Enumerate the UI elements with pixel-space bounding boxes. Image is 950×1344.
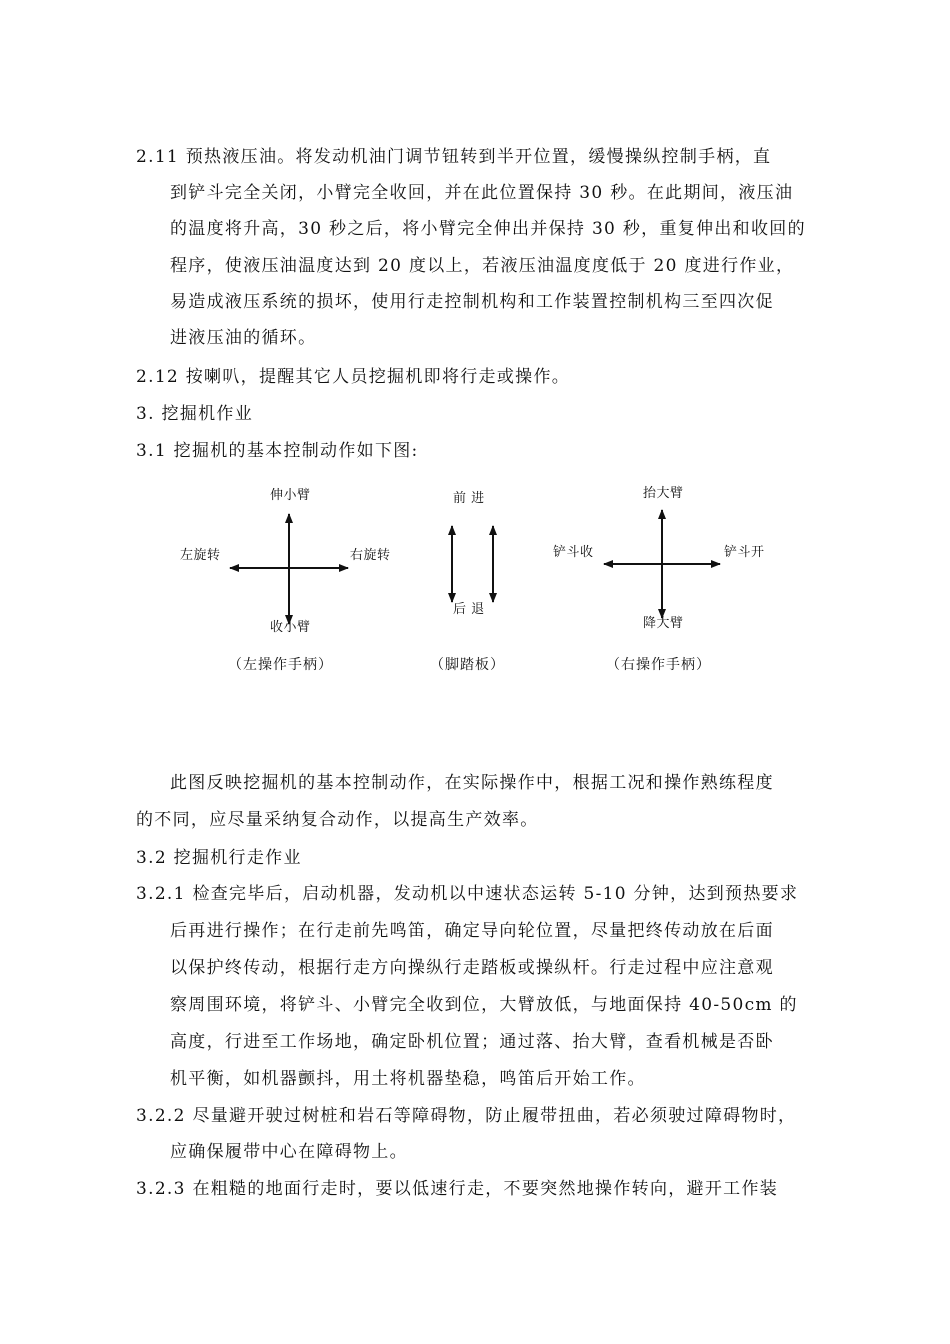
section-2-11-line-3: 的温度将升高，30 秒之后，将小臂完全伸出并保持 30 秒，重复伸出和收回的 <box>170 219 806 239</box>
section-2-11-line-4: 程序，使液压油温度达到 20 度以上，若液压油温度度低于 20 度进行作业， <box>170 256 795 276</box>
label-rotate-right: 右旋转 <box>350 548 391 563</box>
left-handle-cross <box>230 514 348 624</box>
section-3-2-3-line-1: 3.2.3 在粗糙的地面行走时，要以低速行走，不要突然地操作转向，避开工作装 <box>136 1179 779 1199</box>
section-3-2-1-line-3: 以保护终传动，根据行走方向操纵行走踏板或操纵杆。行走过程中应注意观 <box>170 958 774 978</box>
label-retract-small-arm: 收小臂 <box>270 620 311 635</box>
section-3-1: 3.1 挖掘机的基本控制动作如下图: <box>136 441 419 461</box>
control-diagram <box>160 478 800 698</box>
section-3-2-1-line-1: 3.2.1 检查完毕后，启动机器，发动机以中速状态运转 5-10 分钟，达到预热要求 <box>136 884 799 904</box>
section-2-11-line-6: 进液压油的循环。 <box>170 328 317 348</box>
section-2-11-line-5: 易造成液压系统的损坏，使用行走控制机构和工作装置控制机构三至四次促 <box>170 292 774 312</box>
section-3-heading: 3. 挖掘机作业 <box>136 404 254 424</box>
label-extend-small-arm: 伸小臂 <box>270 488 311 503</box>
note-line-2: 的不同，应尽量采纳复合动作，以提高生产效率。 <box>136 810 539 830</box>
section-2-11-line-2: 到铲斗完全关闭，小臂完全收回，并在此位置保持 30 秒。在此期间，液压油 <box>170 183 794 203</box>
caption-right-handle: （右操作手柄） <box>606 657 711 673</box>
section-3-2-1-line-2: 后再进行操作；在行走前先鸣笛，确定导向轮位置，尽量把终传动放在后面 <box>170 921 774 941</box>
label-bucket-open: 铲斗开 <box>724 545 765 560</box>
section-2-11-line-1: 2.11 预热液压油。将发动机油门调节钮转到半开位置，缓慢操纵控制手柄，直 <box>136 147 772 167</box>
label-bucket-close: 铲斗收 <box>553 545 594 560</box>
section-3-2-2-line-1: 3.2.2 尽量避开驶过树桩和岩石等障碍物，防止履带扭曲，若必须驶过障碍物时， <box>136 1106 797 1126</box>
label-rotate-left: 左旋转 <box>180 548 221 563</box>
label-forward: 前 进 <box>453 491 485 506</box>
section-3-2-2-line-2: 应确保履带中心在障碍物上。 <box>170 1142 408 1162</box>
label-raise-boom: 抬大臂 <box>643 486 684 501</box>
right-handle-cross <box>604 510 720 618</box>
section-3-2-1-line-6: 机平衡，如机器颤抖，用土将机器垫稳，鸣笛后开始工作。 <box>170 1069 646 1089</box>
label-backward: 后 退 <box>453 602 485 617</box>
label-lower-boom: 降大臂 <box>643 616 684 631</box>
pedal-arrows <box>452 526 493 602</box>
caption-left-handle: （左操作手柄） <box>228 657 333 673</box>
section-3-2-1-line-5: 高度，行进至工作场地，确定卧机位置；通过落、抬大臂，查看机械是否卧 <box>170 1032 774 1052</box>
section-3-2-1-line-4: 察周围环境，将铲斗、小臂完全收到位，大臂放低，与地面保持 40-50cm 的 <box>170 995 798 1015</box>
note-line-1: 此图反映挖掘机的基本控制动作，在实际操作中，根据工况和操作熟练程度 <box>170 773 774 793</box>
caption-pedal: （脚踏板） <box>430 657 505 673</box>
section-3-2: 3.2 挖掘机行走作业 <box>136 848 302 868</box>
section-2-12: 2.12 按喇叭，提醒其它人员挖掘机即将行走或操作。 <box>136 367 571 387</box>
